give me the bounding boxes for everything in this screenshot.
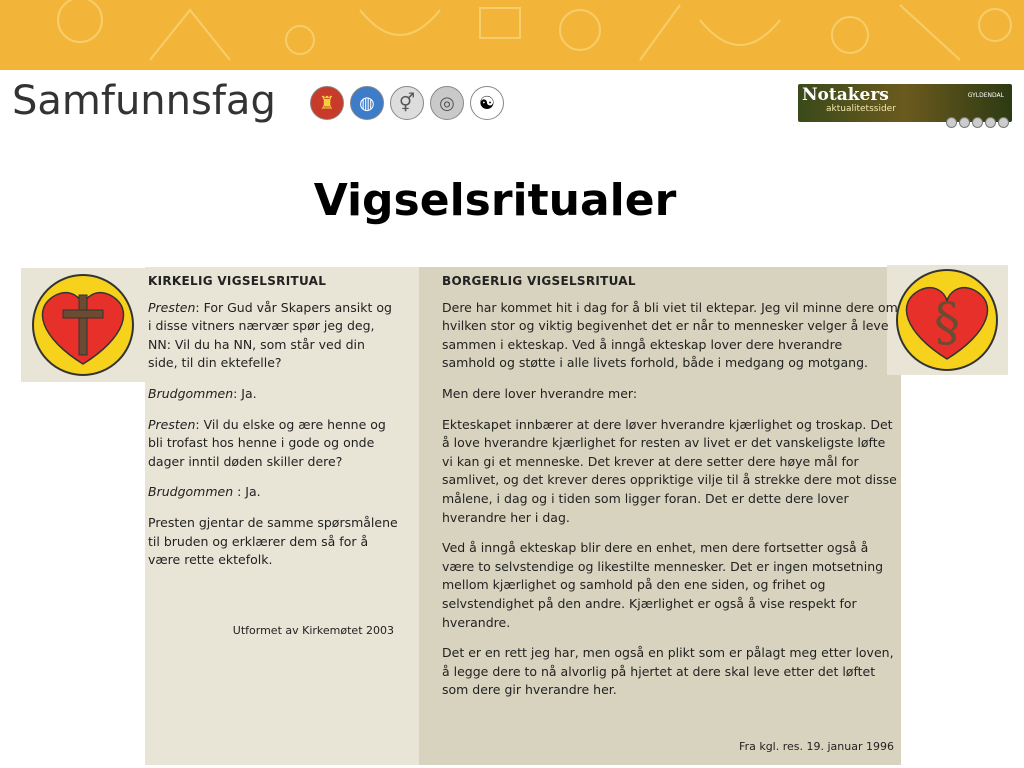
mini-icon [946, 117, 957, 128]
speaker-label: Brudgommen [148, 385, 234, 401]
notakers-tagline: aktualitetssider [826, 104, 896, 114]
civil-source: Fra kgl. res. 19. januar 1996 [739, 740, 894, 753]
civil-paragraph-5: Det er en rett jeg har, men også en plikt som er pålagt meg etter loven, å legge dere to nå alvorlig på hjertet at dere skal leve etter det løftet som dere gir hverandre her. [442, 645, 894, 698]
speech-text: : For Gud vår Skapers ansikt og i disse vitners nærvær spør jeg deg, NN: Vil du ha NN, som står ved din side, til din ektefelle? [148, 299, 392, 371]
svg-text:§: § [934, 293, 960, 353]
church-paragraph-5: Presten gjentar de samme spørsmålene til bruden og erklærer dem så for å være rette ektefolk. [148, 514, 398, 568]
notakers-logo[interactable] [798, 84, 1012, 122]
notakers-name: Notakers [802, 85, 889, 105]
speaker-label: Brudgommen [148, 484, 234, 500]
civil-paragraph-2: Men dere lover hverandre mer: [442, 385, 638, 401]
speaker-label: Presten [148, 299, 196, 315]
coin-icon[interactable]: ◎ [430, 86, 464, 120]
civil-heading: BORGERLIG VIGSELSRITUAL [442, 274, 636, 288]
church-paragraph-3 [148, 416, 398, 472]
cross-heart-icon [21, 268, 145, 382]
civil-paragraph-3: Ekteskapet innbærer at dere løver hverandre kjærlighet og troskap. Det å love hverandre kjærlighet for resten av livet er det vanskeligste løfte vi kan gi et menneske. Det krever at dere setter dere høye mål for samlivet, og det krever deres oppriktige vilje til å strekke dere mot disse målene, i dag og i tiden som ligger foran. Det er dette dere lover hverandre her i dag. [442, 416, 897, 525]
paragraph-heart-icon [887, 265, 1008, 375]
coat-of-arms-icon[interactable]: ♜ [310, 86, 344, 120]
church-ritual-text [148, 272, 398, 582]
mini-icon [959, 117, 970, 128]
speech-text: : Vil du elske og ære henne og bli trofast hos henne i gode og onde dager inntil døden skiller dere? [148, 416, 386, 469]
speech-text: : Ja. [233, 385, 257, 401]
site-brand[interactable]: Samfunnsfag [12, 78, 276, 124]
church-paragraph-2 [148, 385, 398, 404]
church-source: Utformet av Kirkemøtet 2003 [232, 624, 394, 637]
globe-icon[interactable]: ◍ [350, 86, 384, 120]
paragraph-heart-emblem [887, 265, 1008, 375]
notakers-icon-row [946, 117, 1009, 128]
decorative-banner [0, 0, 1024, 70]
civil-paragraph-4: Ved å inngå ekteskap blir dere en enhet, men dere fortsetter også å være to selvstendige og likestilte mennesker. Det er ingen motsetning mellom kjærlighet og samhold på den ene siden, og frihet og selvstendighet på den andre. Kjærlighet er også å vise respekt for hverandre. [442, 540, 884, 630]
cross-heart-emblem [21, 268, 145, 382]
civil-ritual-text [442, 272, 898, 712]
speech-text: : Ja. [233, 484, 261, 500]
mini-icon [972, 117, 983, 128]
mini-icon [998, 117, 1009, 128]
subject-icon-row [310, 86, 504, 120]
church-paragraph-4 [148, 483, 398, 502]
yin-yang-icon[interactable]: ☯ [470, 86, 504, 120]
gender-symbol-icon[interactable]: ⚥ [390, 86, 424, 120]
civil-paragraph-1: Dere har kommet hit i dag for å bli viet til ektepar. Jeg vil minne dere om hvilken stor og viktig begivenhet det er når to mennesker velger å leve sammen i ekteskap. Ved å inngå ekteskap lover dere hverandre samhold og støtte i alle livets forhold, både i medgang og motgang. [442, 299, 898, 371]
banner-doodles [0, 0, 1024, 70]
slide-title: Vigselsritualer [313, 175, 677, 226]
church-heading: KIRKELIG VIGSELSRITUAL [148, 274, 327, 288]
mini-icon [985, 117, 996, 128]
church-paragraph-1 [148, 299, 398, 373]
speaker-label: Presten [148, 416, 196, 432]
publisher-label: GYLDENDAL [967, 92, 1004, 99]
